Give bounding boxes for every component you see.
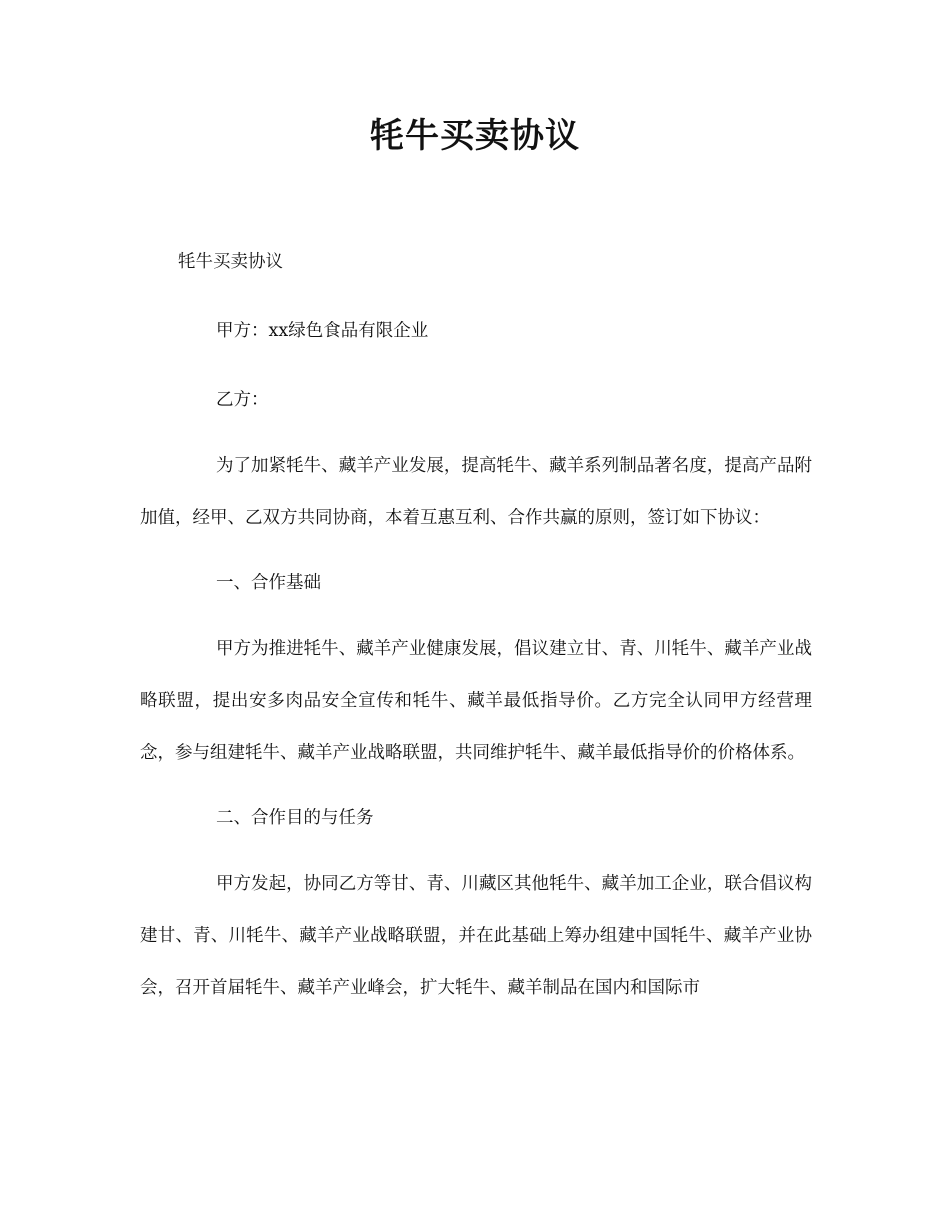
paragraph-cooperation-purpose: 甲方发起，协同乙方等甘、青、川藏区其他牦牛、藏羊加工企业，联合倡议构建甘、青、川牦牛、藏羊产业战略联盟，并在此基础上筹办组建中国牦牛、藏羊产业协会，召开首届牦牛、藏羊产业峰会，扩大牦牛、藏羊制品在国内和国际市 [140, 874, 812, 998]
paragraph-subtitle: 牦牛买卖协议 [178, 252, 283, 272]
paragraph-intro: 为了加紧牦牛、藏羊产业发展，提高牦牛、藏羊系列制品著名度，提高产品附加值，经甲、乙双方共同协商，本着互惠互利、合作共赢的原则，签订如下协议： [140, 456, 812, 528]
section-heading-cooperation-purpose: 二、合作目的与任务 [216, 808, 374, 828]
document-title: 牦牛买卖协议 [370, 116, 580, 156]
paragraph-party-a: 甲方：xx绿色食品有限企业 [216, 321, 429, 341]
paragraph-party-b: 乙方： [216, 390, 269, 410]
document-body [140, 233, 812, 1014]
section-heading-cooperation-basis: 一、合作基础 [216, 573, 321, 593]
paragraph-cooperation-basis: 甲方为推进牦牛、藏羊产业健康发展，倡议建立甘、青、川牦牛、藏羊产业战略联盟，提出安多肉品安全宣传和牦牛、藏羊最低指导价。乙方完全认同甲方经营理念，参与组建牦牛、藏羊产业战略联盟，共同维护牦牛、藏羊最低指导价的价格体系。 [140, 639, 812, 763]
